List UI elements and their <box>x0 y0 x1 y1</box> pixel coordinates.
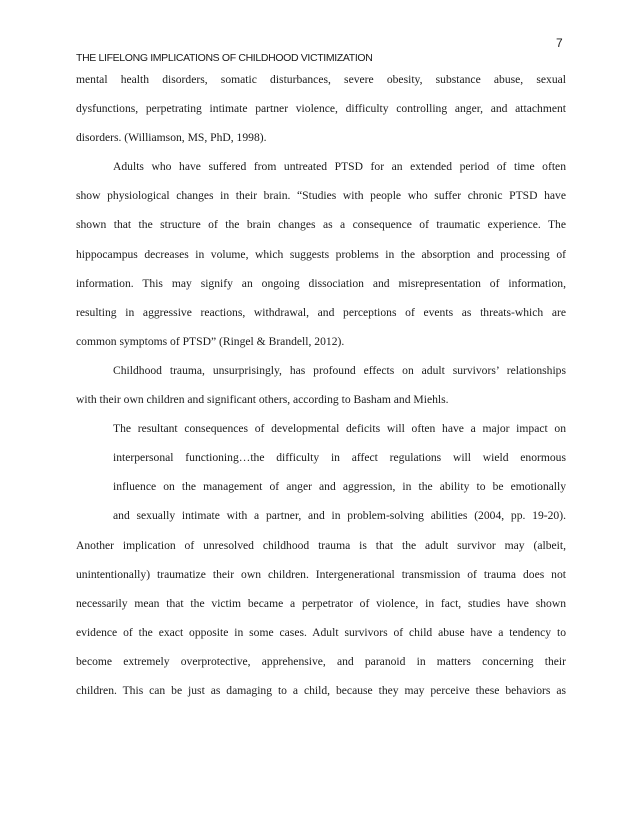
block-quote-line: influence on the management of anger and aggression, in the ability to be emotionally <box>113 480 566 494</box>
text-line: resulting in aggressive reactions, withdrawal, and perceptions of events as threats-which are <box>76 305 566 319</box>
text-line: with their own children and significant others, according to Basham and Miehls. <box>76 393 449 407</box>
running-head: THE LIFELONG IMPLICATIONS OF CHILDHOOD VICTIMIZATION <box>76 52 373 64</box>
text-line: information. This may signify an ongoing dissociation and misrepresentation of information, <box>76 276 566 290</box>
text-line: Another implication of unresolved childhood trauma is that the adult survivor may (albeit, <box>76 538 566 552</box>
text-line: children. This can be just as damaging to a child, because they may perceive these behaviors as <box>76 683 566 697</box>
text-line: shown that the structure of the brain changes as a consequence of traumatic experience. The <box>76 218 566 232</box>
text-line: hippocampus decreases in volume, which suggests problems in the absorption and processing of <box>76 247 566 261</box>
text-line: show physiological changes in their brain. “Studies with people who suffer chronic PTSD have <box>76 189 566 203</box>
text-line: Adults who have suffered from untreated PTSD for an extended period of time often <box>113 160 566 174</box>
text-line: dysfunctions, perpetrating intimate partner violence, difficulty controlling anger, and attachment <box>76 102 566 116</box>
text-line: Childhood trauma, unsurprisingly, has profound effects on adult survivors’ relationships <box>113 363 566 377</box>
text-line: necessarily mean that the victim became a perpetrator of violence, in fact, studies have shown <box>76 596 566 610</box>
text-line: disorders. (Williamson, MS, PhD, 1998). <box>76 131 267 145</box>
page-number: 7 <box>556 36 563 50</box>
body-text <box>76 70 566 710</box>
text-line: evidence of the exact opposite in some cases. Adult survivors of child abuse have a tendency to <box>76 625 566 639</box>
text-line: common symptoms of PTSD” (Ringel & Brandell, 2012). <box>76 334 345 348</box>
text-line: become extremely overprotective, apprehensive, and paranoid in matters concerning their <box>76 654 566 668</box>
block-quote-line: and sexually intimate with a partner, and in problem-solving abilities (2004, pp. 19-20). <box>113 509 566 523</box>
block-quote-line: interpersonal functioning…the difficulty in affect regulations will wield enormous <box>113 451 566 465</box>
text-line: mental health disorders, somatic disturbances, severe obesity, substance abuse, sexual <box>76 73 566 86</box>
block-quote-line: The resultant consequences of developmental deficits will often have a major impact on <box>113 422 566 436</box>
text-line: unintentionally) traumatize their own children. Intergenerational transmission of trauma does not <box>76 567 566 581</box>
